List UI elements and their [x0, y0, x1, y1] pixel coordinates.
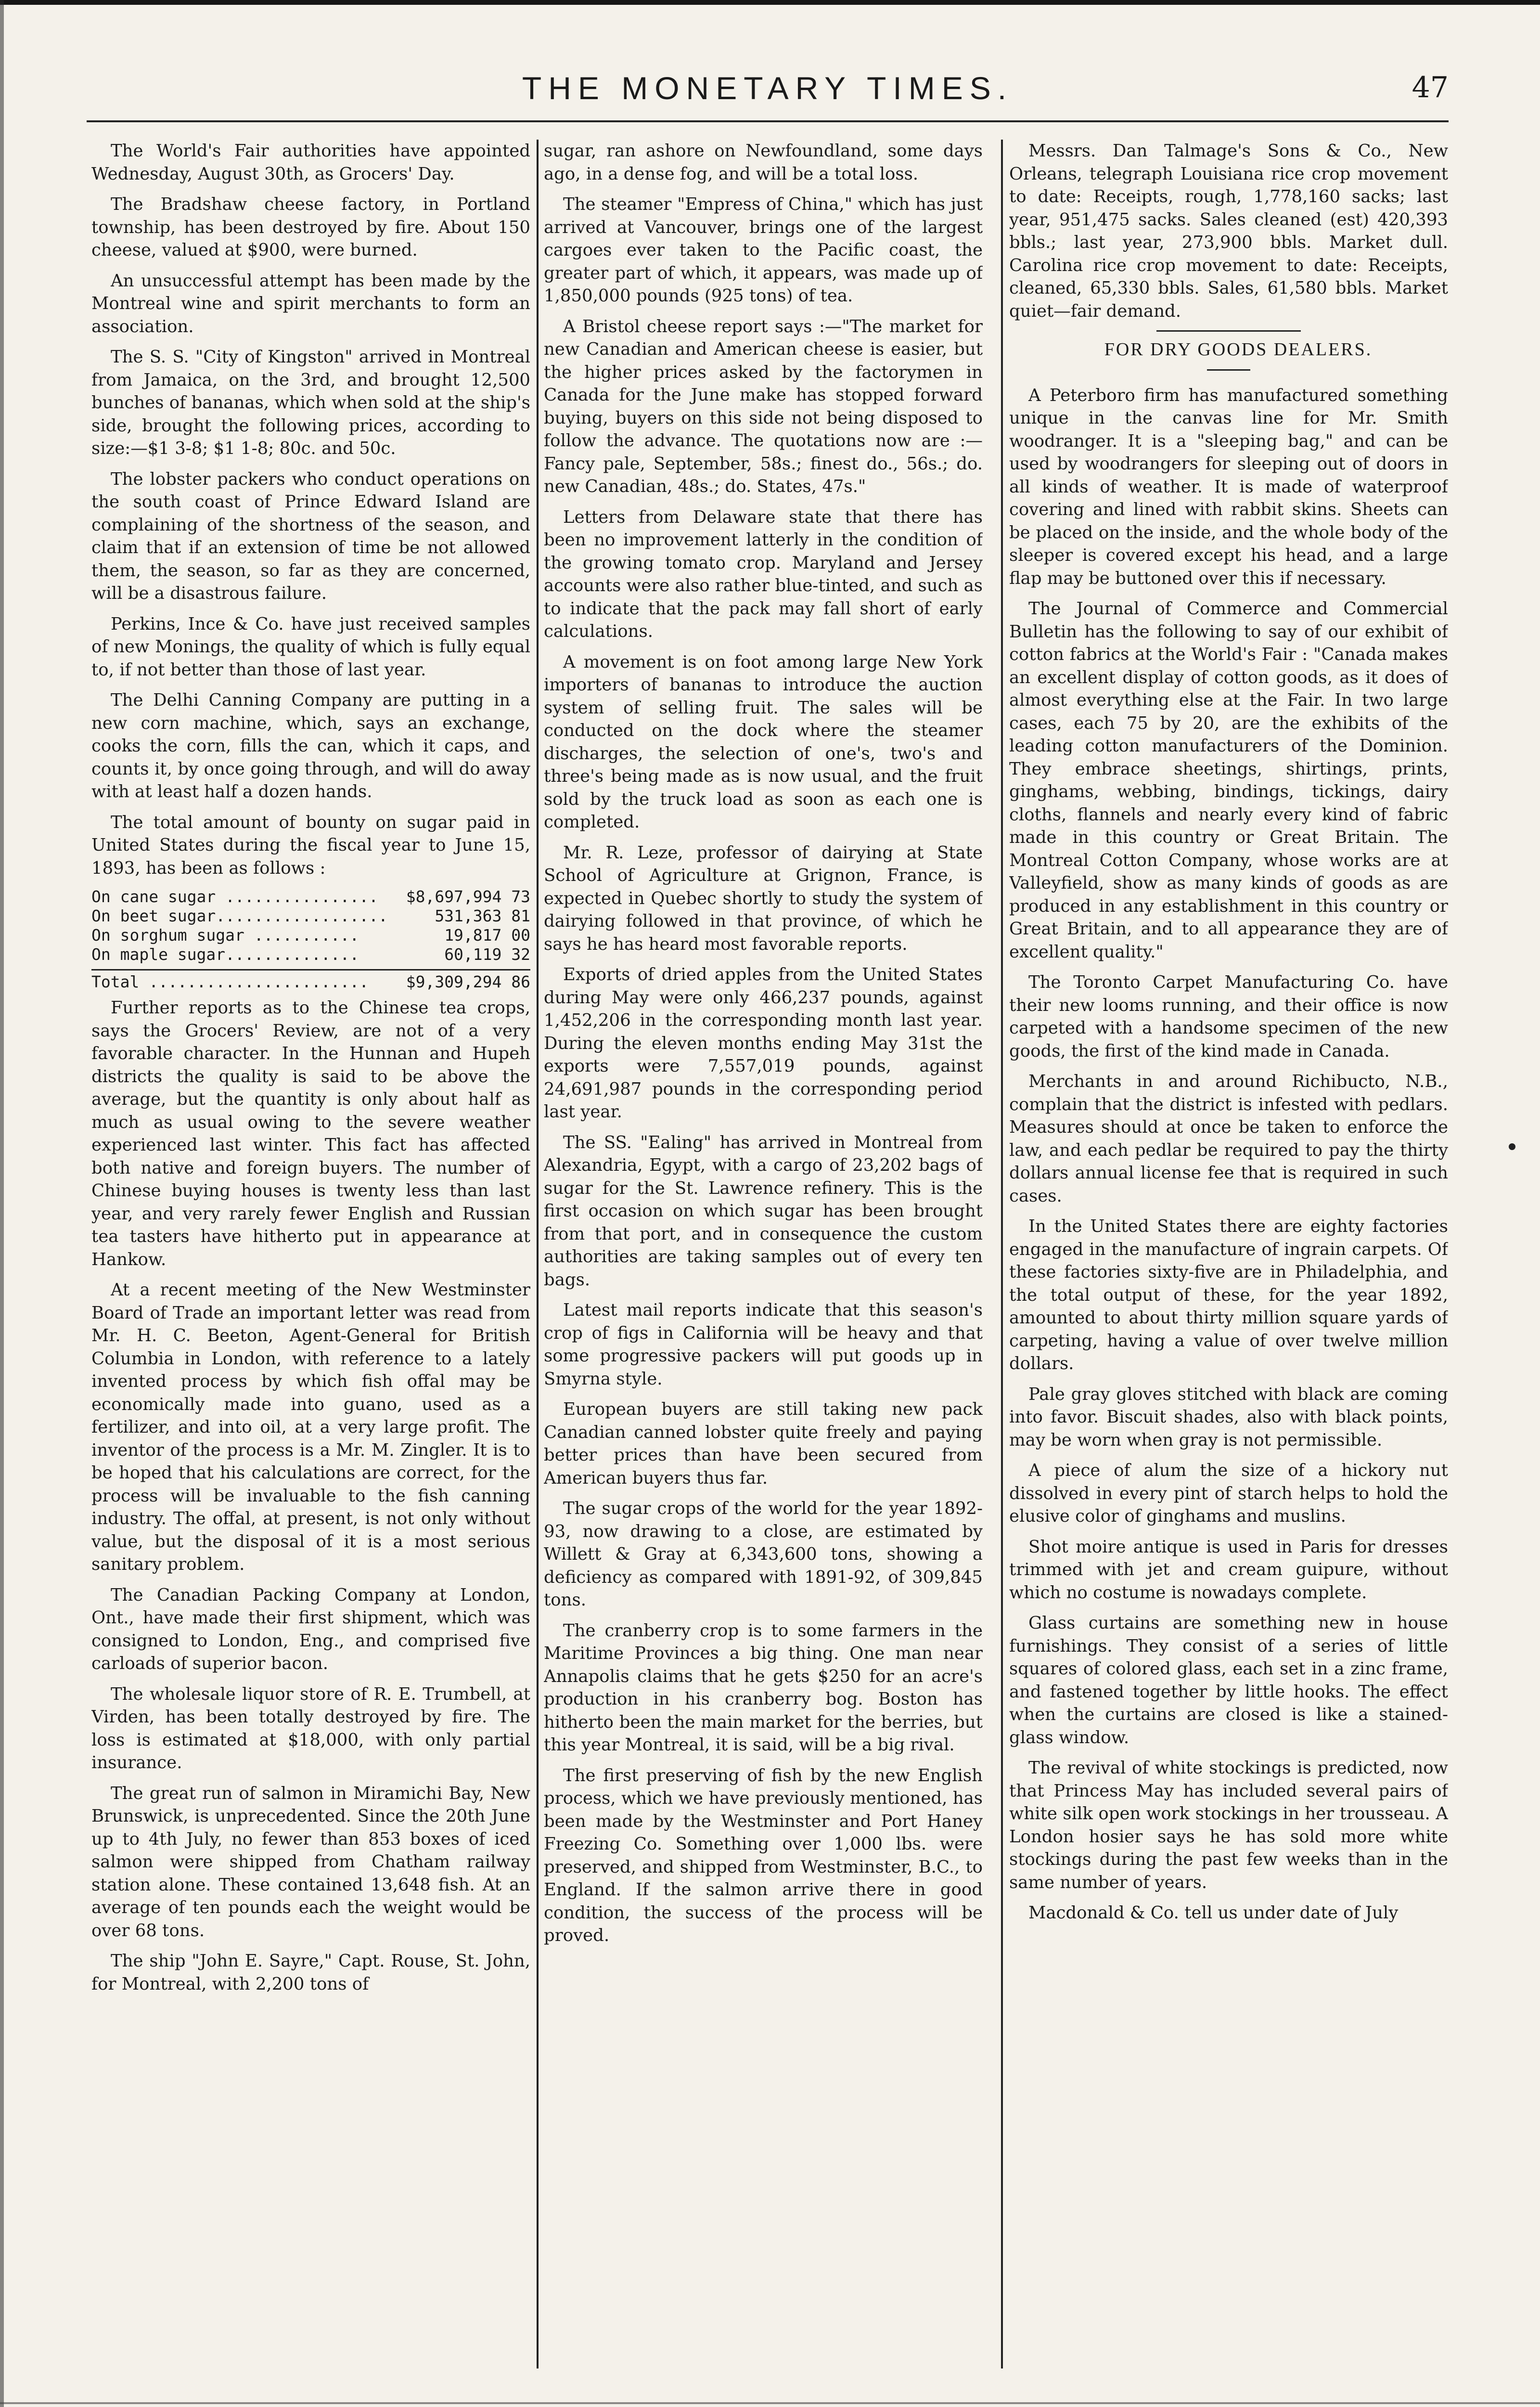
- paragraph: Merchants in and around Richibucto, N.B., complain that the district is infested with pedlars. Measures should at once be taken to enforce the law, and each pedlar be required to pay the thirty dollars annual license fee that is required in such cases.: [1009, 1072, 1448, 1206]
- paragraph: Latest mail reports indicate that this season's crop of figs in California will be heavy and that some progressive packers will put goods up in Smyrna style.: [544, 1300, 983, 1389]
- bounty-row: [91, 906, 530, 926]
- bounty-label: On maple sugar..............: [91, 945, 359, 964]
- bounty-label: On cane sugar ................: [91, 887, 379, 906]
- total-rule: [91, 969, 530, 971]
- paragraph: The Journal of Commerce and Commercial Bulletin has the following to say of our exhibit of cotton fabrics at the World's Fair : "Canada makes an excellent display of cotton goods, as it does of almost everything else at the Fair. In two large cases, each 75 by 20, are the exhibits of the leading cotton manufacturers of the Dominion. They embrace sheetings, shirtings, prints, ginghams, webbing, bindings, tickings, dairy cloths, flannels and nearly every kind of fabric made in this country or Great Britain. The Montreal Cotton Company, whose works are at Valleyfield, show as many kinds of goods as are produced in any establishment in this country or Great Britain, and to all appearance they are of excellent quality.": [1009, 599, 1448, 962]
- masthead-rule: [87, 120, 1449, 122]
- column-1: [91, 140, 530, 2349]
- bounty-total-label: Total .......................: [91, 972, 369, 991]
- column-divider-1: [537, 140, 539, 2368]
- page-number: 47: [1412, 71, 1449, 104]
- bounty-total-row: [91, 972, 530, 992]
- paragraph: Pale gray gloves stitched with black are coming into favor. Biscuit shades, also with black points, may be worn when gray is not permissible.: [1009, 1384, 1448, 1450]
- bounty-label: On beet sugar..................: [91, 906, 388, 925]
- paragraph: The ship "John E. Sayre," Capt. Rouse, St. John, for Montreal, with 2,200 tons of: [91, 1951, 530, 1994]
- bounty-value: 19,817 00: [444, 926, 530, 945]
- column-2: [544, 140, 983, 2349]
- section-heading: FOR DRY GOODS DEALERS.: [1104, 339, 1373, 360]
- paragraph: The first preserving of fish by the new English process, which we have previously mentioned, has been made by the Westminster and Port Haney Freezing Co. Something over 1,000 lbs. were preserved, and shipped from Westminster, B.C., to England. If the salmon arrive there in good condition, the success of the process will be proved.: [544, 1765, 983, 1945]
- bounty-table: [91, 887, 530, 992]
- paragraph: The great run of salmon in Miramichi Bay, New Brunswick, is unprecedented. Since the 20th June up to 4th July, no fewer than 853 boxes of iced salmon were shipped from Chatham railway station alone. These contained 13,648 fish. At an average of ten pounds each the weight would be over 68 tons.: [91, 1783, 530, 1941]
- paragraph: A Bristol cheese report says :—"The market for new Canadian and American cheese is easier, but the higher prices asked by the factorymen in Canada for the June make has stopped forward buying, buyers on this side not being disposed to follow the advance. The quotations now are :—Fancy pale, September, 58s.; finest do., 56s.; do. new Canadian, 48s.; do. States, 47s.": [544, 316, 983, 496]
- paragraph: Messrs. Dan Talmage's Sons & Co., New Orleans, telegraph Louisiana rice crop movement to date: Receipts, rough, 1,778,160 sacks; last year, 951,475 sacks. Sales cleaned (est) 420,393 bbls.; last year, 273,900 bbls. Market dull. Carolina rice crop movement to date: Receipts, cleaned, 65,330 bbls. Sales, 61,580 bbls. Market quiet—fair demand.: [1009, 141, 1448, 321]
- paragraph: The cranberry crop is to some farmers in the Maritime Provinces a big thing. One man near Annapolis claims that he gets $250 for an acre's production in his cranberry bog. Boston has hitherto been the main market for the berries, but this year Montreal, it is said, will be a big rival.: [544, 1620, 983, 1755]
- paragraph: The sugar crops of the world for the year 1892-93, now drawing to a close, are estimated by Willett & Gray at 6,343,600 tons, showing a deficiency as compared with 1891-92, of 309,845 tons.: [544, 1499, 983, 1610]
- paragraph: The steamer "Empress of China," which has just arrived at Vancouver, brings one of the largest cargoes ever taken to the Pacific coast, the greater part of which, it appears, was made up of 1,850,000 pounds (925 tons) of tea.: [544, 194, 983, 306]
- masthead: [87, 65, 1449, 118]
- page-left-edge: [0, 0, 4, 2407]
- paragraph: The Delhi Canning Company are putting in a new corn machine, which, says an exchange, cooks the corn, fills the can, which it caps, and counts it, by once going through, and will do away with at least half a dozen hands.: [91, 690, 530, 802]
- publication-title: THE MONETARY TIMES.: [522, 70, 1014, 106]
- section-rule: [1156, 330, 1301, 332]
- bounty-value: 60,119 32: [444, 945, 530, 964]
- bounty-row: [91, 945, 530, 964]
- bounty-row: [91, 887, 530, 906]
- paragraph: Shot moire antique is used in Paris for dresses trimmed with jet and cream guipure, without which no costume is nowadays complete.: [1009, 1537, 1448, 1603]
- paragraph: Perkins, Ince & Co. have just received samples of new Monings, the quality of which is fully equal to, if not better than those of last year.: [91, 614, 530, 680]
- paragraph: Mr. R. Leze, professor of dairying at State School of Agriculture at Grignon, France, is expected in Quebec shortly to study the system of dairying followed in that province, of which he says he has heard most favorable reports.: [544, 842, 983, 954]
- paragraph: Further reports as to the Chinese tea crops, says the Grocers' Review, are not of a very favorable character. In the Hunnan and Hupeh districts the quality is said to be above the average, but the quantity is only about half as much as usual owing to the severe weather experienced last winter. This fact has affected both native and foreign buyers. The number of Chinese buying houses is twenty less than last year, and very rarely fewer English and Russian tea tasters have hitherto put in appearance at Hankow.: [91, 998, 530, 1269]
- paragraph: Exports of dried apples from the United States during May were only 466,237 pounds, against 1,452,206 in the corresponding month last year. During the eleven months ending May 31st the exports were 7,557,019 pounds, against 24,691,987 pounds in the corresponding period last year.: [544, 965, 983, 1122]
- paragraph: The total amount of bounty on sugar paid in United States during the fiscal year to June 15, 1893, has been as follows :: [91, 812, 530, 878]
- paragraph: In the United States there are eighty factories engaged in the manufacture of ingrain carpets. Of these factories sixty-five are in Philadelphia, and the total output of these, for the year 1892, amounted to about thirty million square yards of carpeting, having a value of over twelve million dollars.: [1009, 1216, 1448, 1373]
- paragraph: The wholesale liquor store of R. E. Trumbell, at Virden, has been totally destroyed by fire. The loss is estimated at $18,000, with only partial insurance.: [91, 1684, 530, 1773]
- paragraph: The lobster packers who conduct operations on the south coast of Prince Edward Island are complaining of the shortness of the season, and claim that if an extension of time be not allowed them, the season, so far as they are concerned, will be a disastrous failure.: [91, 469, 530, 603]
- paragraph: Glass curtains are something new in house furnishings. They consist of a series of little squares of colored glass, each set in a zinc frame, and fastened together by little hooks. The effect when the curtains are closed is like a stained-glass window.: [1009, 1613, 1448, 1747]
- paragraph: The World's Fair authorities have appointed Wednesday, August 30th, as Grocers' Day.: [91, 141, 530, 184]
- bounty-value: $8,697,994 73: [406, 887, 530, 906]
- paragraph: A movement is on foot among large New York importers of bananas to introduce the auction system of selling fruit. The sales will be conducted on the dock where the steamer discharges, the selection of one's, two's and three's being made as is now usual, and the fruit sold by the truck load as soon as each one is completed.: [544, 652, 983, 832]
- bounty-total-value: $9,309,294 86: [406, 972, 530, 991]
- bounty-label: On sorghum sugar ...........: [91, 926, 359, 945]
- heading-rule: [1207, 369, 1250, 371]
- bounty-row: [91, 926, 530, 945]
- paragraph: The SS. "Ealing" has arrived in Montreal from Alexandria, Egypt, with a cargo of 23,202 bags of sugar for the St. Lawrence refinery. This is the first occasion on which sugar has been brought from that port, and in consequence the custom authorities are taking samples out of every ten bags.: [544, 1132, 983, 1290]
- bounty-value: 531,363 81: [435, 906, 530, 925]
- margin-dot: [1509, 1143, 1515, 1150]
- paragraph: The Bradshaw cheese factory, in Portland township, has been destroyed by fire. About 150 cheese, valued at $900, were burned.: [91, 194, 530, 260]
- paragraph: sugar, ran ashore on Newfoundland, some days ago, in a dense fog, and will be a total loss.: [544, 141, 983, 184]
- paragraph: An unsuccessful attempt has been made by the Montreal wine and spirit merchants to form an association.: [91, 271, 530, 336]
- bottom-edge-rule: [0, 2402, 1540, 2404]
- paragraph: A piece of alum the size of a hickory nut dissolved in every pint of starch helps to hold the elusive color of ginghams and muslins.: [1009, 1461, 1448, 1526]
- paragraph: The revival of white stockings is predicted, now that Princess May has included several pairs of white silk open work stockings in her trousseau. A London hosier says he has sold more white stockings during the past few weeks than in the same number of years.: [1009, 1758, 1448, 1892]
- top-border-rule: [0, 0, 1540, 5]
- paragraph: At a recent meeting of the New Westminster Board of Trade an important letter was read from Mr. H. C. Beeton, Agent-General for British Columbia in London, with reference to a lately invented process by which fish offal may be economically made into guano, used as a fertilizer, and into oil, at a very large profit. The inventor of the process is a Mr. M. Zingler. It is to be hoped that his calculations are correct, for the process will be invaluable to the fish canning industry. The offal, at present, is not only without value, but the disposal of it is a most serious sanitary problem.: [91, 1280, 530, 1574]
- paragraph: A Peterboro firm has manufactured something unique in the canvas line for Mr. Smith woodranger. It is a "sleeping bag," and can be used by woodrangers for sleeping out of doors in all kinds of weather. It is made of waterproof covering and lined with rabbit skins. Sheets can be placed on the inside, and the whole body of the sleeper is covered except his head, and a large flap may be buttoned over this if necessary.: [1009, 385, 1448, 588]
- paragraph: The Canadian Packing Company at London, Ont., have made their first shipment, which was consigned to London, Eng., and comprised five carloads of superior bacon.: [91, 1585, 530, 1673]
- paragraph: The Toronto Carpet Manufacturing Co. have their new looms running, and their office is now carpeted with a handsome specimen of the new goods, the first of the kind made in Canada.: [1009, 972, 1448, 1061]
- column-divider-2: [1001, 140, 1003, 2368]
- paragraph: The S. S. "City of Kingston" arrived in Montreal from Jamaica, on the 3rd, and brought 12,500 bunches of bananas, which when sold at the ship's side, brought the following prices, according to size:—$1 3-8; $1 1-8; 80c. and 50c.: [91, 347, 530, 458]
- paragraph: Letters from Delaware state that there has been no improvement latterly in the condition of the growing tomato crop. Maryland and Jersey accounts were also rather blue-tinted, and such as to indicate that the pack may fall short of early calculations.: [544, 507, 983, 641]
- column-3: [1009, 140, 1448, 2349]
- paragraph: Macdonald & Co. tell us under date of July: [1028, 1903, 1399, 1923]
- paragraph: European buyers are still taking new pack Canadian canned lobster quite freely and paying better prices than have been secured from American buyers thus far.: [544, 1399, 983, 1488]
